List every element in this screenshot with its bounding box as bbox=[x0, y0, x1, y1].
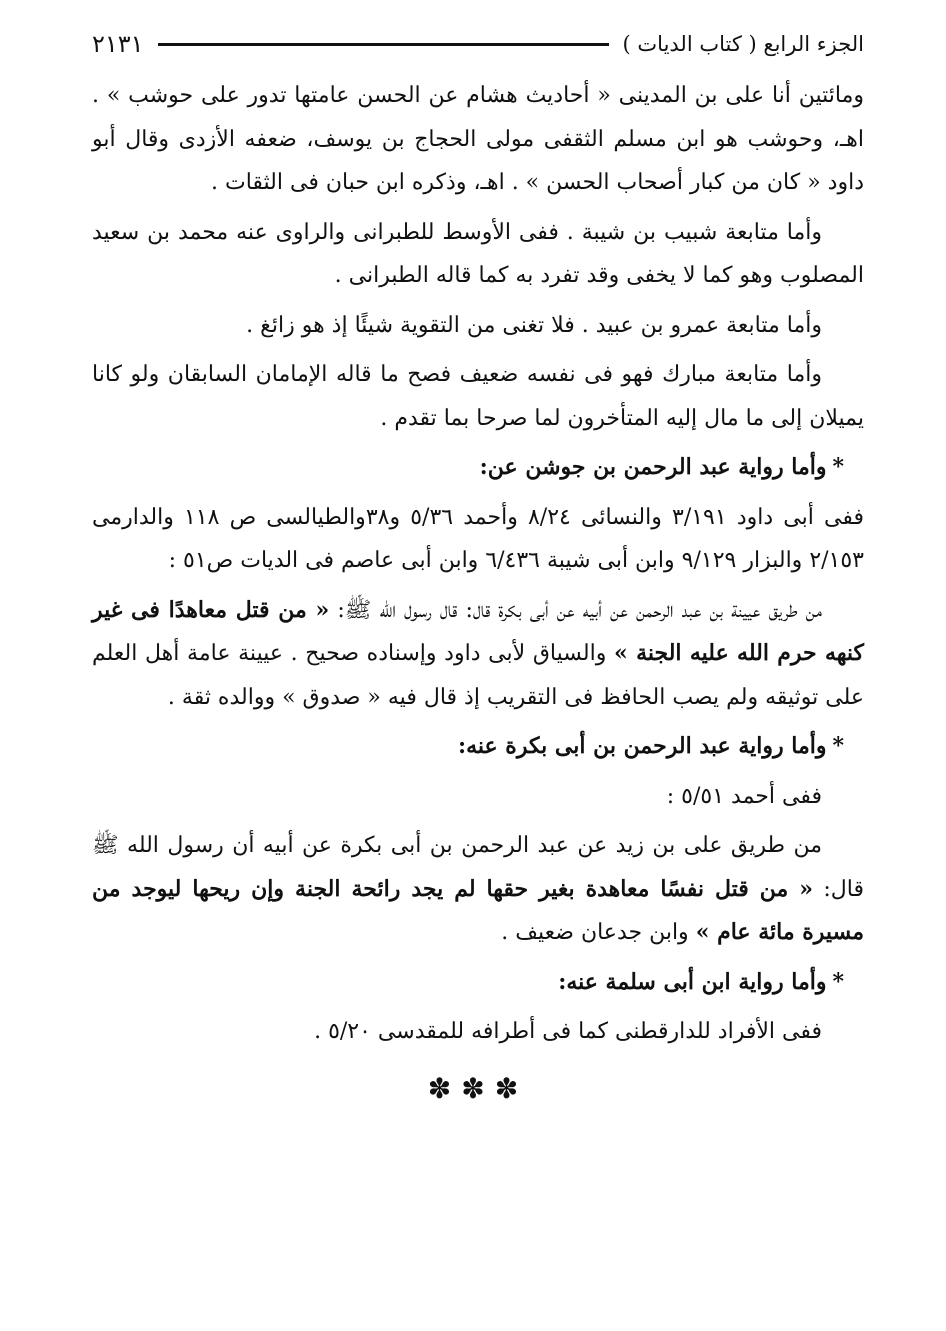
paragraph: ففى الأفراد للدارقطنى كما فى أطرافه للمقدسى ٥/٢٠ . bbox=[314, 1019, 822, 1044]
document-page bbox=[92, 26, 864, 1105]
paragraph: وأما متابعة شبيب بن شيبة . ففى الأوسط للطبرانى والراوى عنه محمد بن سعيد المصلوب وهو كما لا يخفى وقد تفرد به كما قاله الطبرانى . bbox=[92, 219, 864, 288]
running-title: الجزء الرابع ( كتاب الديات ) bbox=[622, 32, 864, 56]
asterisk-marker: * bbox=[832, 454, 844, 480]
asterisk-marker: * bbox=[832, 968, 844, 995]
paragraph bbox=[92, 824, 864, 955]
section-heading bbox=[92, 446, 864, 490]
hadith-quote: « من قتل معاهدًا فى غير كنهه حرم الله عليه الجنة » bbox=[92, 596, 864, 666]
paragraph: ومائتين أنا على بن المدينى « أحاديث هشام عن الحسن عامتها تدور على حوشب » . اهـ، وحوشب هو ابن مسلم الثقفى مولى الحجاج بن يوسف، ضعفه الأزدى وقال أبو داود « كان من كبار أصحاب الحسن » . اهـ، وذكره ابن حبان فى الثقات . bbox=[92, 83, 864, 195]
page-number: ٢١٣١ bbox=[92, 30, 144, 58]
chain-text: من طريق على بن زيد عن عبد الرحمن بن أبى بكرة عن أبيه أن رسول الله ﷺ قال: bbox=[92, 833, 864, 902]
commentary-text: وابن جدعان ضعيف . bbox=[501, 920, 689, 945]
heading-text: وأما رواية عبد الرحمن بن جوشن عن: bbox=[479, 454, 827, 480]
closing-ornament: ✽✽✽ bbox=[427, 1071, 529, 1105]
commentary-text: والسياق لأبى داود وإسناده صحيح . عيينة عامة أهل العلم على توثيقه ولم يصب الحافظ فى التقريب إذ قال فيه « صدوق » ووالده ثقة . bbox=[92, 641, 864, 710]
paragraph: ففى أبى داود ٣/١٩١ والنسائى ٨/٢٤ وأحمد ٥/٣٦ و٣٨والطيالسى ص ١١٨ والدارمى ٢/١٥٣ والبزار ٩/١٢٩ وابن أبى شيبة ٦/٤٣٦ وابن أبى عاصم فى الديات ص٥١ : bbox=[92, 504, 865, 573]
asterisk-marker: * bbox=[832, 733, 844, 759]
paragraph: ففى أحمد ٥/٥١ : bbox=[666, 783, 822, 809]
paragraph bbox=[92, 589, 864, 720]
heading-text: وأما رواية عبد الرحمن بن أبى بكرة عنه: bbox=[457, 733, 827, 759]
section-heading bbox=[92, 725, 864, 769]
hadith-quote: « من قتل نفسًا معاهدة بغير حقها لم يجد رائحة الجنة وإن ريحها ليوجد من مسيرة مائة عام » bbox=[92, 875, 864, 945]
paragraph: وأما متابعة مبارك فهو فى نفسه ضعيف فصح ما قاله الإمامان السابقان ولو كانا يميلان إلى ما مال إليه المتأخرون لما صرحا بما تقدم . bbox=[92, 362, 864, 431]
header-rule bbox=[158, 43, 609, 46]
section-heading bbox=[92, 961, 864, 1005]
page-body bbox=[92, 74, 864, 1105]
heading-text: وأما رواية ابن أبى سلمة عنه: bbox=[558, 968, 827, 995]
chain-text: من طريق عيينة بن عبد الرحمن عن أبيه عن أبى بكرة قال: قال رسول الله ﷺ: bbox=[337, 597, 822, 623]
page-header bbox=[92, 26, 864, 62]
paragraph: وأما متابعة عمرو بن عبيد . فلا تغنى من التقوية شيئًا إذ هو زائغ . bbox=[246, 312, 822, 338]
